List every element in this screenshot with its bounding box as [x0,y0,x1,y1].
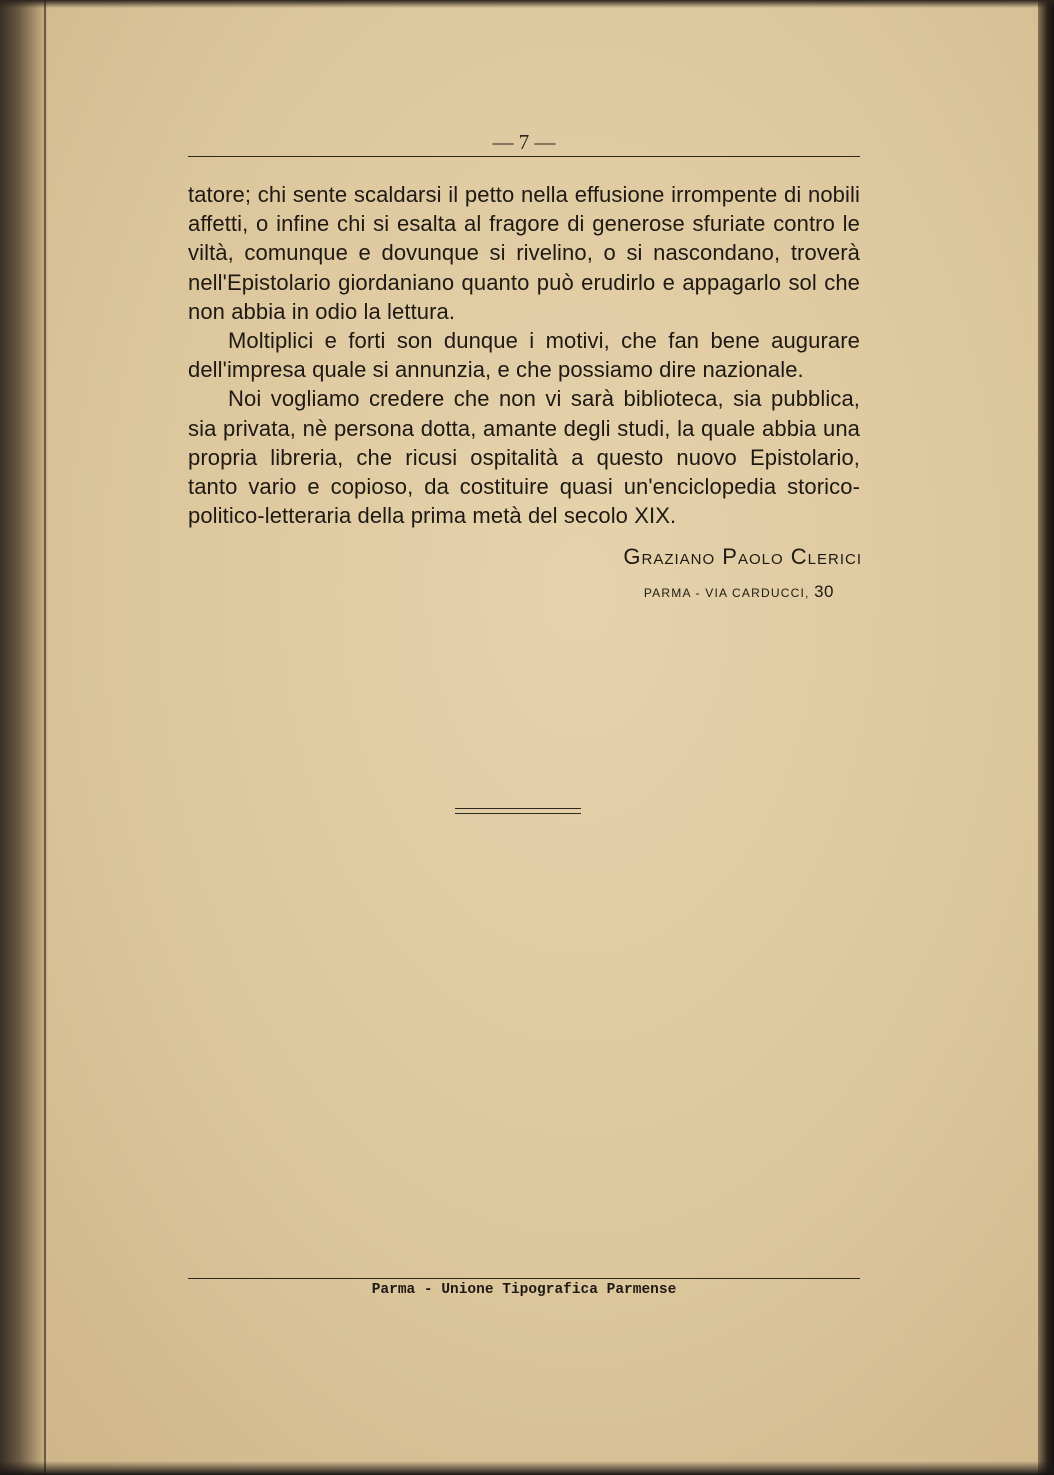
paragraph-3: Noi vogliamo credere che non vi sarà biblioteca, sia pubblica, sia privata, nè persona dotta, amante degli studi, la quale abbia una propria libreria, che ricusi ospitalità a questo nuovo Epistolario, tanto vario e copioso, da costituire quasi un'enciclopedia storico-politico-letteraria della prima metà del secolo XIX. [188,386,860,529]
footer-rule [188,1278,860,1279]
printer-imprint: Parma - Unione Tipografica Parmense [371,1282,677,1298]
header-rule [188,156,860,157]
section-divider [455,808,581,814]
body-text [188,180,860,530]
address-number: 30 [814,582,834,601]
page-number: — 7 — [492,130,556,154]
page-right-edge [1038,0,1054,1475]
binding-edge [44,0,46,1475]
page-top-edge [0,0,1054,8]
address-street: PARMA - VIA CARDUCCI, [643,586,810,600]
paragraph-2: Moltiplici e forti son dunque i motivi, che fan bene augurare dell'impresa quale si annunzia, e che possiamo dire nazionale. [188,328,860,383]
paragraph-1: tatore; chi sente scaldarsi il petto nella effusione irrompente di nobili affetti, o infine chi si esalta al fragore di generose sfuriate contro le viltà, comunque e dovunque si rivelino, o si nascondano, troverà nell'Epistolario giordaniano quanto può erudirlo e appagarlo sol che non abbia in odio la lettura. [188,182,860,324]
author-signature: Graziano Paolo Clerici [623,544,862,569]
page-bottom-edge [0,1461,1054,1475]
binding-shadow [0,0,48,1475]
author-address [644,582,834,602]
